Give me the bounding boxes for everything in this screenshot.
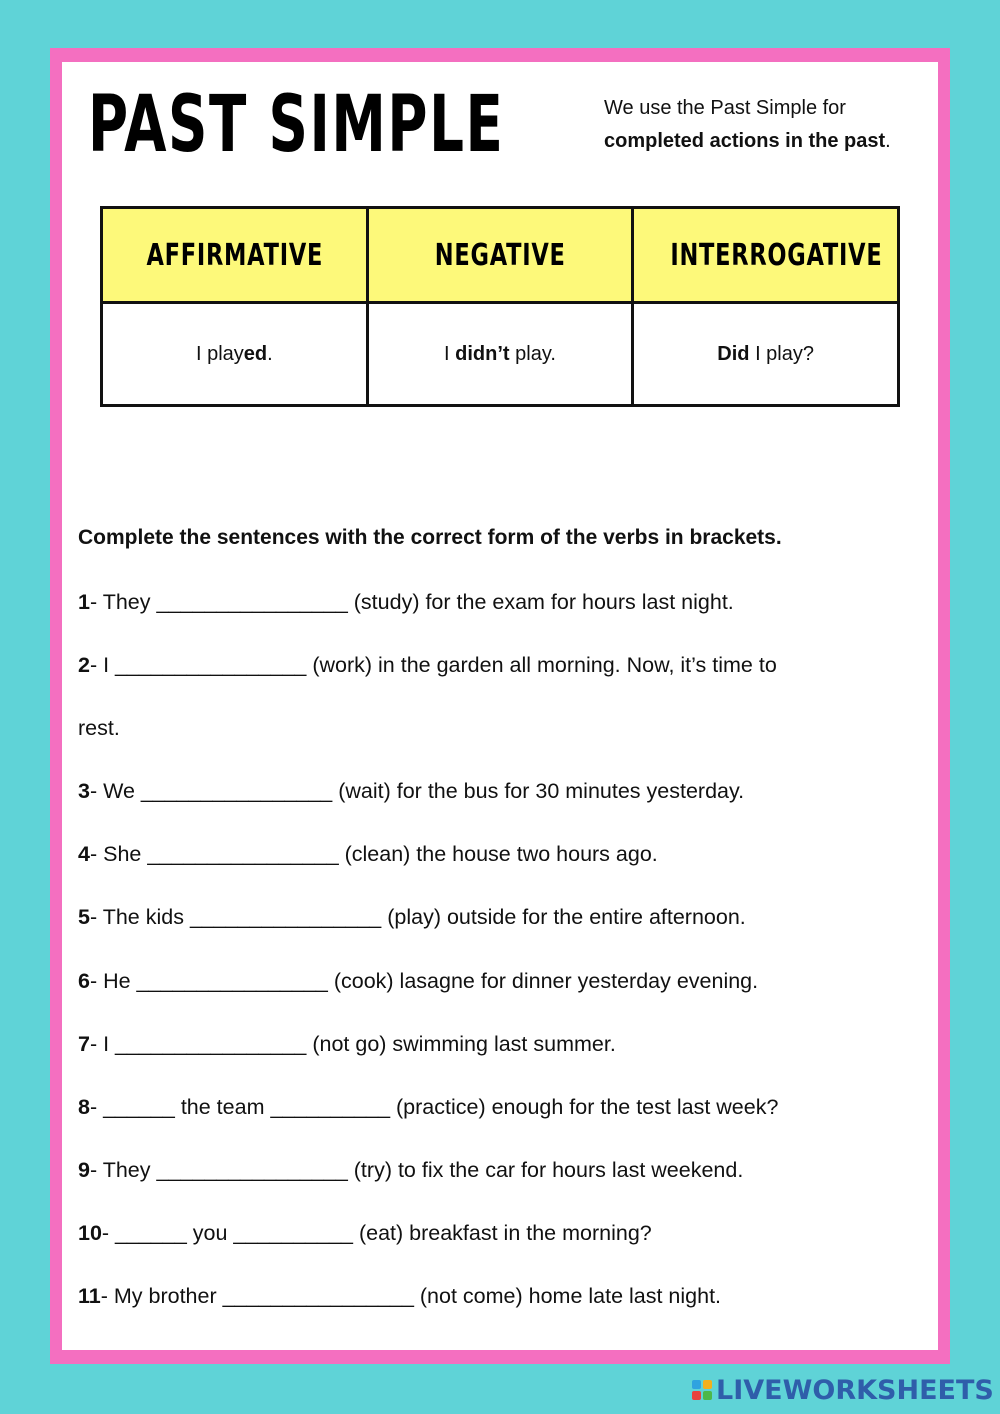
exercise-instruction: Complete the sentences with the correct form of the verbs in brackets. — [78, 526, 782, 549]
worksheet — [62, 62, 938, 1350]
exercise-line[interactable]: 10- ______ you __________ (eat) breakfast in the morning? — [78, 1221, 652, 1245]
liveworksheets-logo-icon — [692, 1380, 712, 1400]
page-title: PAST SIMPLE — [88, 80, 505, 170]
intro-pre: We use the Past Simple for — [604, 97, 846, 119]
exercise-line[interactable]: 11- My brother ________________ (not come) home late last night. — [78, 1284, 722, 1308]
brand-name: LIVEWORKSHEETS — [716, 1374, 994, 1406]
exercise-line[interactable]: 5- The kids ________________ (play) outside for the entire afternoon. — [78, 905, 746, 929]
header-negative: NEGATIVE — [367, 208, 633, 303]
forms-example-row — [102, 303, 899, 406]
cell-interrogative: Did I play? — [633, 303, 899, 406]
forms-header-row — [102, 208, 899, 303]
exercise-line[interactable]: 6- He ________________ (cook) lasagne for dinner yesterday evening. — [78, 969, 759, 993]
intro-text — [604, 92, 904, 158]
cell-affirmative: I played. — [102, 303, 368, 406]
exercise-line[interactable]: 1- They ________________ (study) for the exam for hours last night. — [78, 590, 734, 614]
liveworksheets-brand[interactable] — [692, 1374, 994, 1406]
exercise-line[interactable]: 4- She ________________ (clean) the house two hours ago. — [78, 842, 658, 866]
intro-post: . — [885, 130, 891, 152]
exercise-line[interactable]: 2- I ________________ (work) in the garden all morning. Now, it’s time to — [78, 653, 777, 677]
exercise-line-continued: rest. — [78, 716, 120, 740]
exercise-line[interactable]: 8- ______ the team __________ (practice) enough for the test last week? — [78, 1095, 779, 1119]
cell-negative: I didn’t play. — [367, 303, 633, 406]
intro-bold: completed actions in the past — [604, 130, 886, 152]
exercise-line[interactable]: 3- We ________________ (wait) for the bus for 30 minutes yesterday. — [78, 779, 745, 803]
exercise-line[interactable]: 7- I ________________ (not go) swimming last summer. — [78, 1032, 616, 1056]
forms-table — [100, 206, 900, 407]
page-border — [50, 48, 950, 1364]
header-interrogative: INTERROGATIVE — [633, 208, 899, 303]
exercise-line[interactable]: 9- They ________________ (try) to fix the car for hours last weekend. — [78, 1158, 744, 1182]
header-affirmative: AFFIRMATIVE — [102, 208, 368, 303]
